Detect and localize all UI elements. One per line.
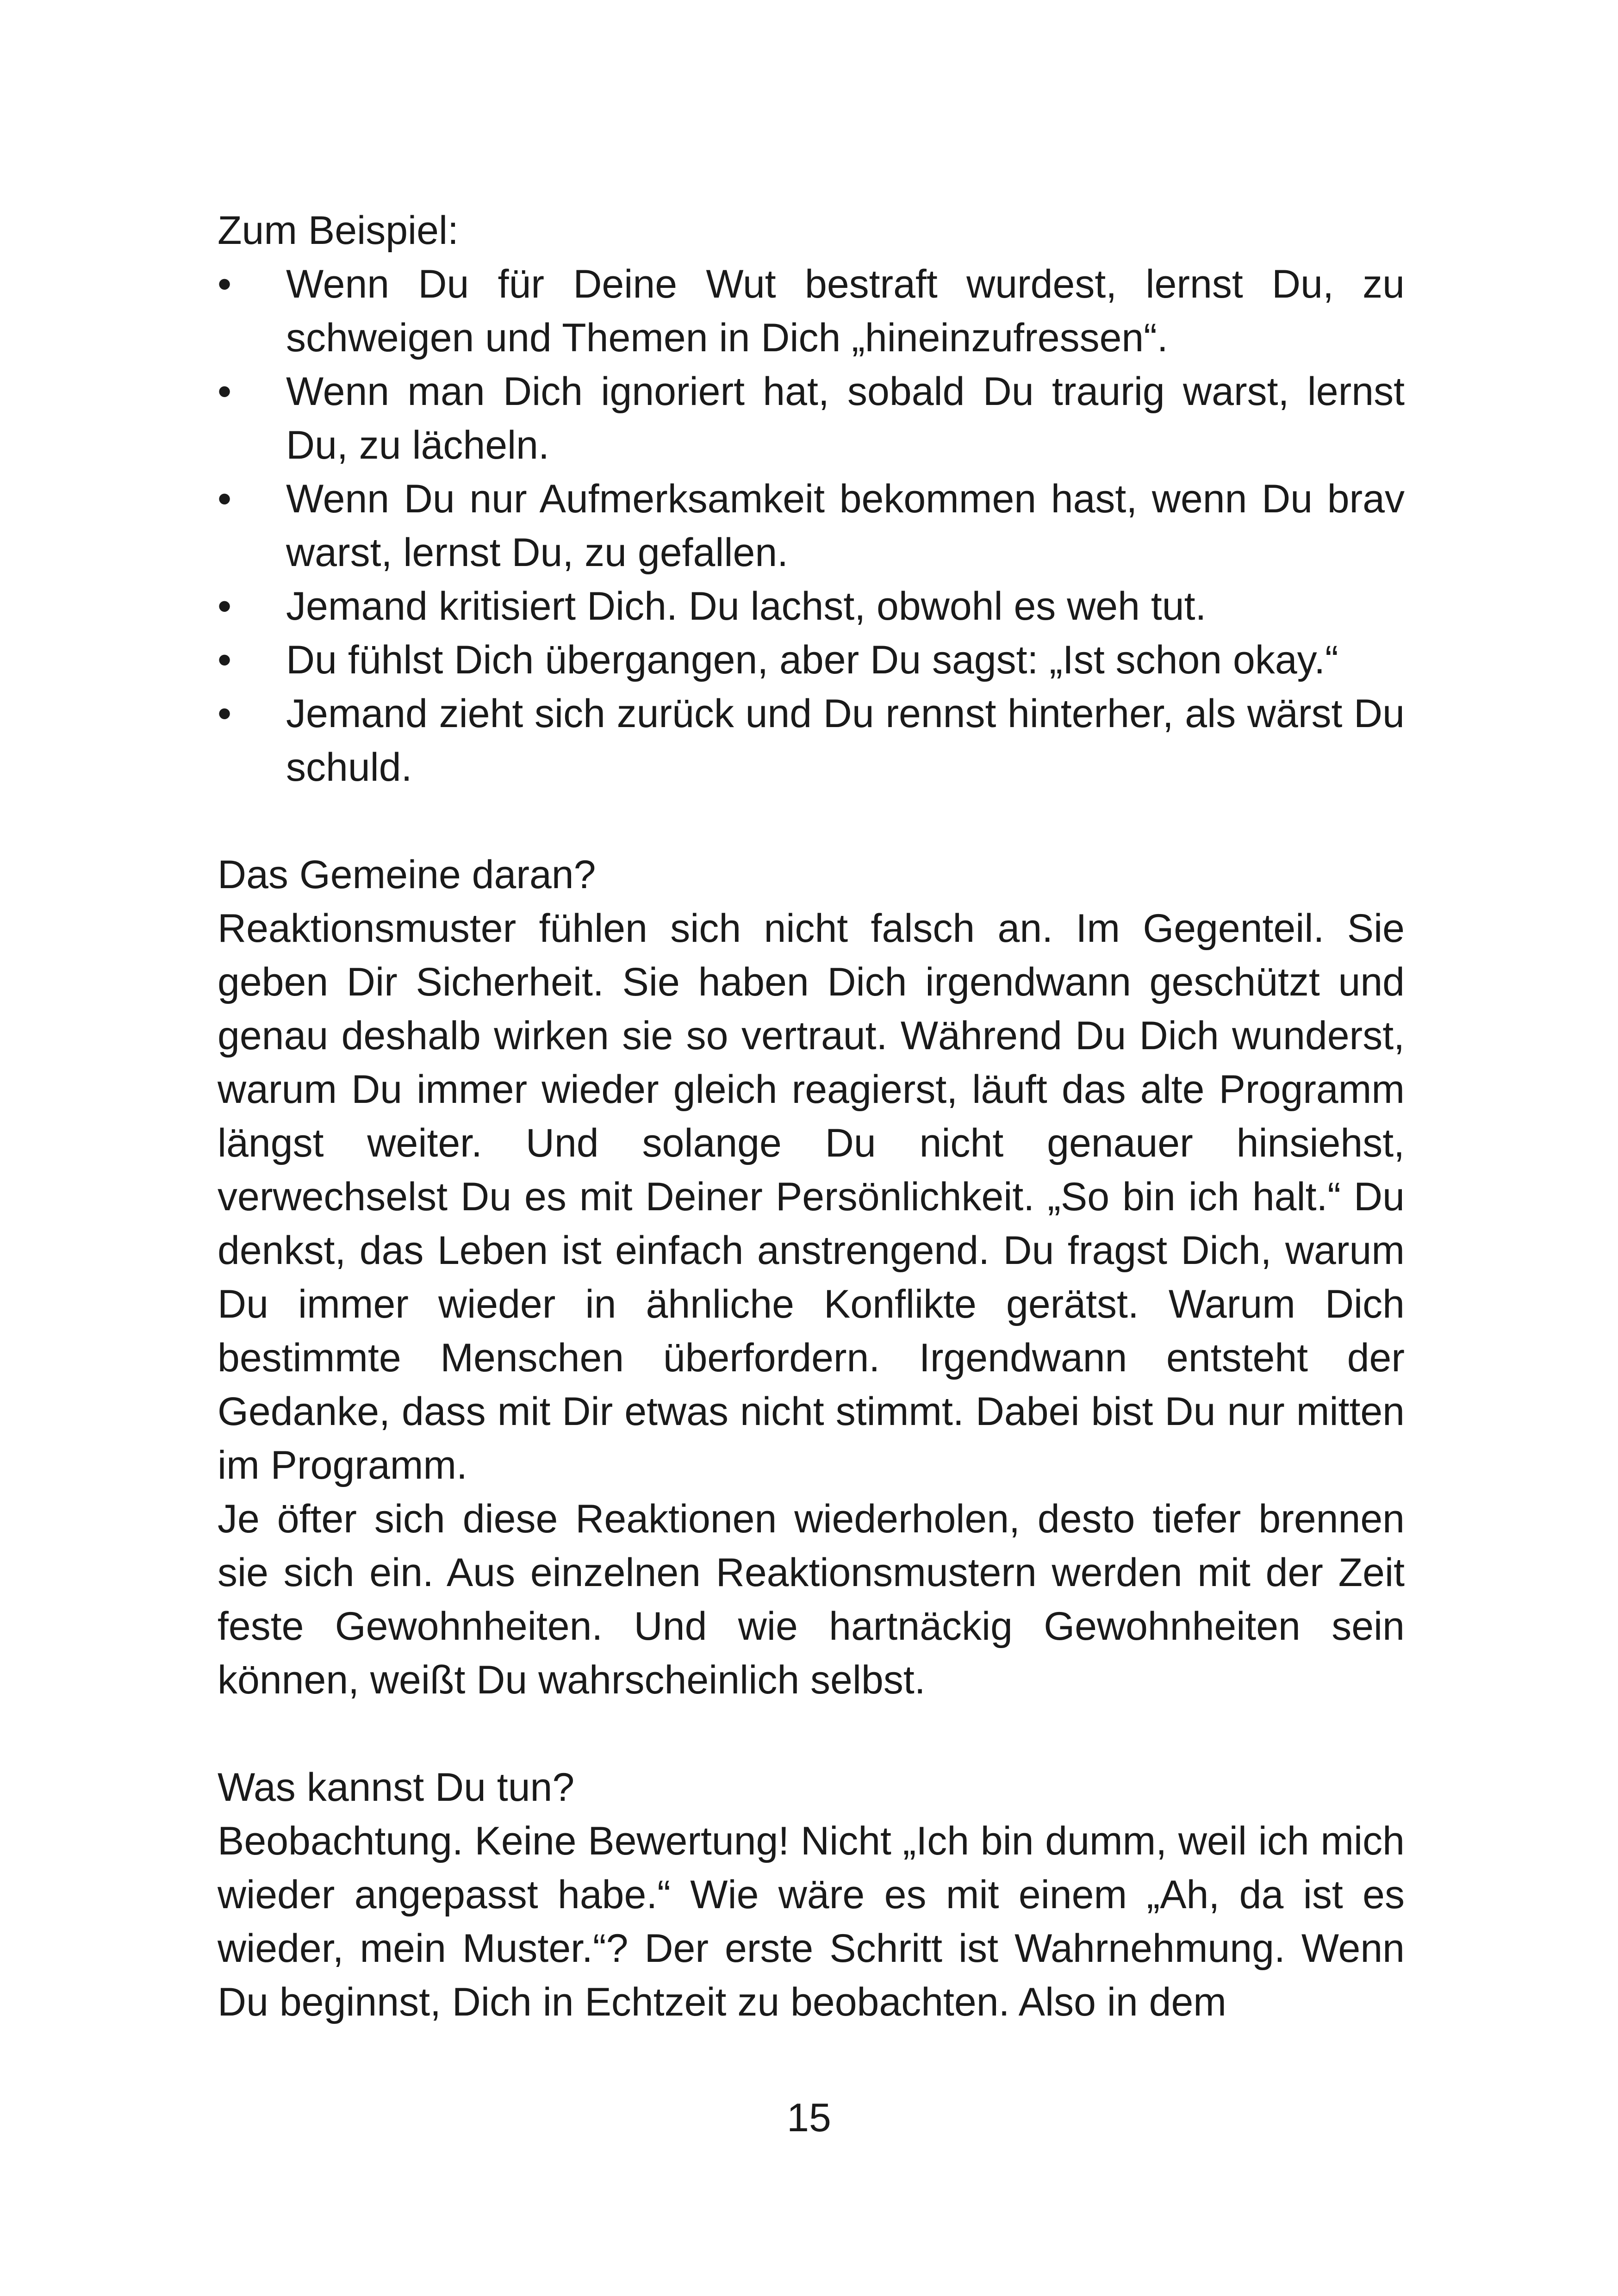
- body-paragraph: Beobachtung. Keine Bewertung! Nicht „Ich bin dumm, weil ich mich wieder angepasst habe.“ Wie wäre es mit einem „Ah, da ist es wieder, mein Muster.“? Der erste Schritt ist Wahrnehmung. Wenn Du beginnst, Dich in Echtzeit zu beobachten. Also in dem: [218, 1819, 1405, 2024]
- list-item: • Wenn Du für Deine Wut bestraft wurdest, lernst Du, zu schweigen und Themen in Dich „hineinzufressen“.: [218, 257, 1405, 365]
- page-body: [218, 204, 1405, 2029]
- body-paragraph: Je öfter sich diese Reaktionen wiederholen, desto tiefer brennen sie sich ein. Aus einzelnen Reaktionsmustern werden mit der Zeit feste Gewohnheiten. Und wie hartnäckig Gewohnheiten sein können, weißt Du wahrscheinlich selbst.: [218, 1497, 1405, 1702]
- section-heading: Das Gemeine daran?: [218, 852, 596, 897]
- section-heading: Was kannst Du tun?: [218, 1765, 575, 1810]
- list-item: • Wenn man Dich ignoriert hat, sobald Du traurig warst, lernst Du, zu lächeln.: [218, 365, 1405, 472]
- list-item: • Jemand kritisiert Dich. Du lachst, obwohl es weh tut.: [218, 579, 1405, 633]
- intro-line: Zum Beispiel:: [218, 208, 459, 253]
- page-number: 15: [787, 2096, 831, 2140]
- spacer: [218, 1707, 1405, 1761]
- spacer: [218, 794, 1405, 848]
- example-list: [218, 257, 1405, 794]
- body-paragraph: Reaktionsmuster fühlen sich nicht falsch an. Im Gegenteil. Sie geben Dir Sicherheit. Sie haben Dich irgendwann geschützt und genau deshalb wirken sie so vertraut. Während Du Dich wunderst, warum Du immer wieder gleich reagierst, läuft das alte Programm längst weiter. Und solange Du nicht genauer hinsiehst, verwechselst Du es mit Deiner Persönlichkeit. „So bin ich halt.“ Du denkst, das Leben ist einfach anstrengend. Du fragst Dich, warum Du immer wieder in ähnliche Konflikte gerätst. Warum Dich bestimmte Menschen überfordern. Irgendwann entsteht der Gedanke, dass mit Dir etwas nicht stimmt. Dabei bist Du nur mitten im Programm.: [218, 906, 1405, 1487]
- list-item: • Du fühlst Dich übergangen, aber Du sagst: „Ist schon okay.“: [218, 633, 1405, 687]
- list-item: • Jemand zieht sich zurück und Du rennst hinterher, als wärst Du schuld.: [218, 687, 1405, 794]
- list-item: • Wenn Du nur Aufmerksamkeit bekommen hast, wenn Du brav warst, lernst Du, zu gefallen.: [218, 472, 1405, 579]
